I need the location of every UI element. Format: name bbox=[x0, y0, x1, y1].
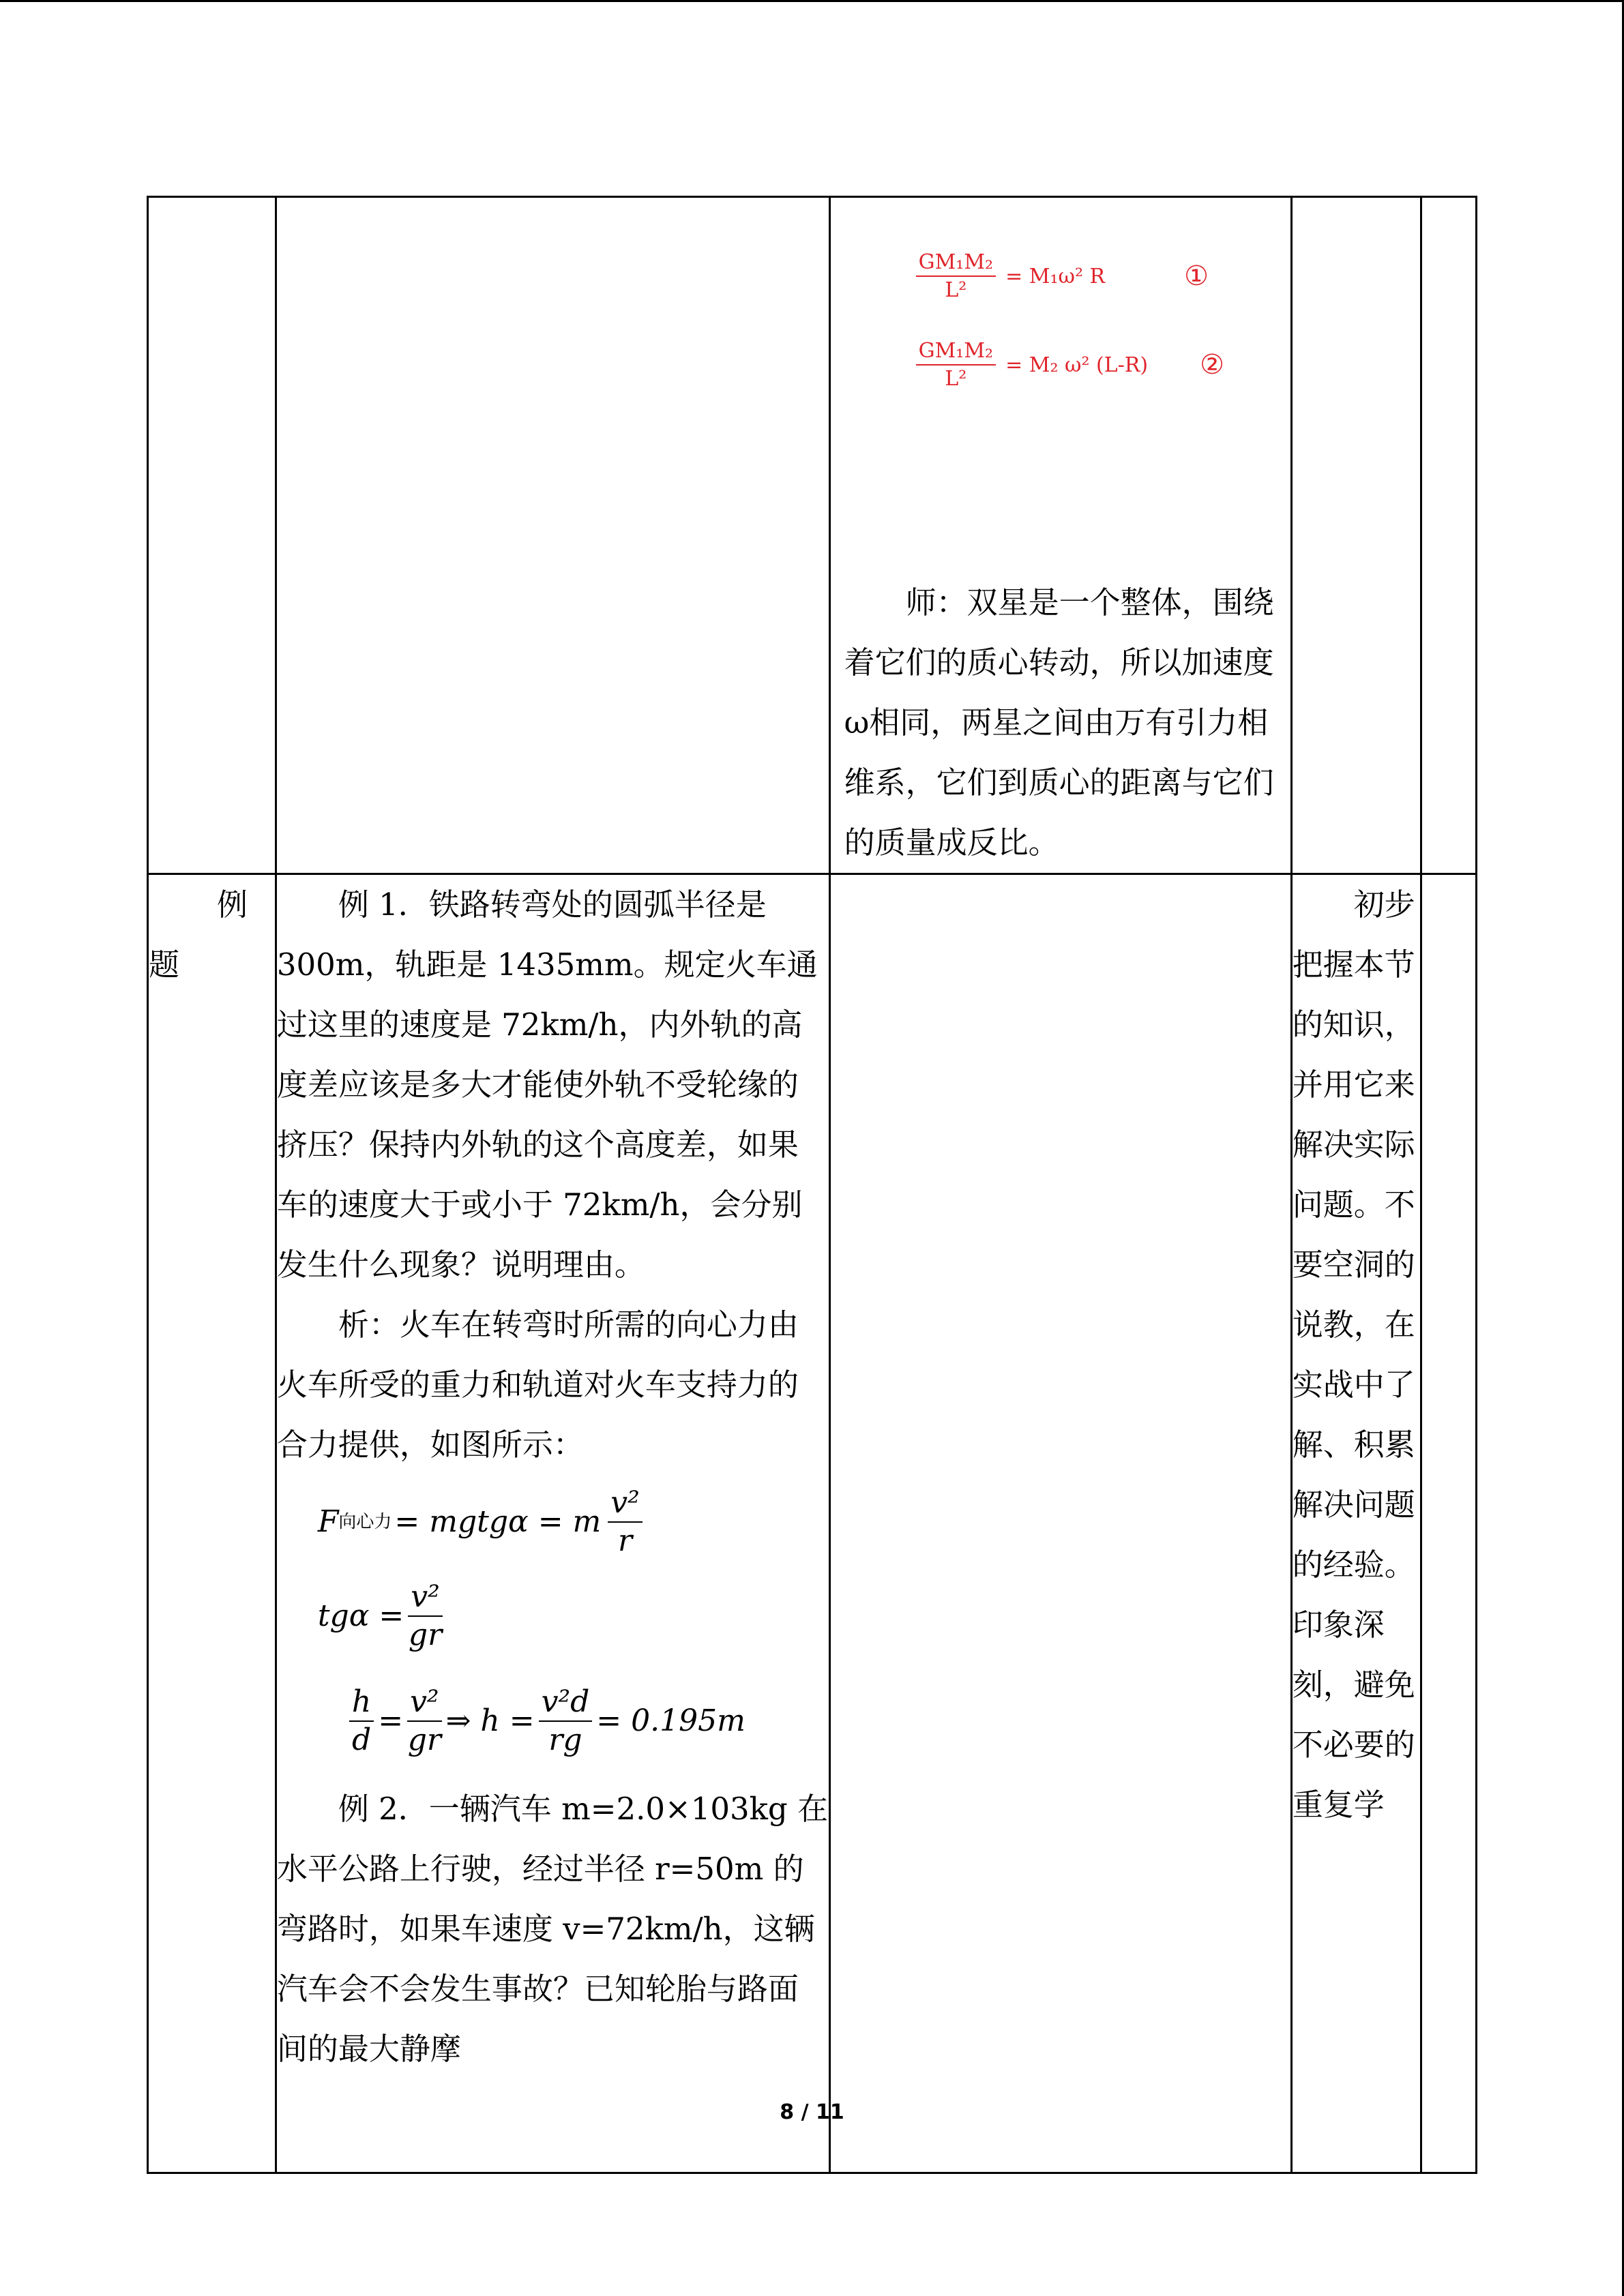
formula-1: $\frac{\text{GM₁M₂}}{\text{L²}}$ = M₁ω² R ① bbox=[916, 232, 1290, 320]
teacher-explanation: 师：双星是一个整体，围绕着它们的质心转动，所以加速度ω相同，两星之间由万有引力相维系，它们到质心的距离与它们的质量成反比。 bbox=[844, 584, 1274, 861]
empty-cell bbox=[1291, 197, 1421, 874]
example-2-text: 例 2．一辆汽车 m=2.0×103kg 在水平公路上行驶，经过半径 r=50m 的弯路时，如果车速度 v=72km/h，这辆汽车会不会发生事故？已知轮胎与路面间的最大静摩 bbox=[276, 1791, 829, 2067]
analysis-text: 析：火车在转弯时所需的向心力由火车所受的重力和轨道对火车支持力的合力提供，如图所示： bbox=[276, 1307, 799, 1463]
examples-cell bbox=[276, 874, 829, 2173]
page-top-border bbox=[0, 0, 1624, 2]
design-intent-cell bbox=[1291, 874, 1421, 2173]
solution-equations bbox=[277, 1475, 829, 1779]
design-intent-text: 初步把握本节的知识，并用它来解决实际问题。不要空洞的说教，在实战中了解、积累解决问题的经验。印象深刻，避免不必要的重复学 bbox=[1292, 886, 1415, 1823]
formula-2: $\frac{\text{GM₁M₂}}{\text{L²}}$ = M₂ ω² (L-R) ② bbox=[916, 320, 1290, 409]
equation-3: $\frac{h}{d}$ = $\frac{\text{v²}}{gr}$ ⇒ h = $\frac{\text{v²d}}{rg}$ = 0.195m bbox=[318, 1663, 829, 1779]
section-label: 例题 bbox=[149, 886, 248, 983]
binary-star-formulas bbox=[831, 198, 1290, 573]
equation-2: tgα = $\frac{\text{v²}}{gr}$ bbox=[317, 1579, 443, 1652]
equation-1: F 向心力 = mgtgα = m $\frac{\text{v²}}{r}$ bbox=[318, 1475, 829, 1569]
binary-star-cell bbox=[829, 197, 1291, 874]
empty-cell bbox=[148, 197, 276, 874]
empty-cell bbox=[276, 197, 829, 874]
example-1-text: 例 1．铁路转弯处的圆弧半径是 300m，轨距是 1435mm。规定火车通过这里的速度是 72km/h，内外轨的高度差应该是多大才能使外轨不受轮缘的挤压？保持内外轨的这个高度差，如果车的速度大于或小于 72km/h，会分别发生什么现象？说明理由。 bbox=[276, 886, 818, 1283]
table-row bbox=[148, 197, 1477, 874]
table-row bbox=[148, 874, 1477, 2173]
lesson-plan-table bbox=[147, 196, 1477, 2174]
empty-cell bbox=[1421, 197, 1476, 874]
page-number: 8 / 11 bbox=[780, 2100, 844, 2124]
empty-cell bbox=[1421, 874, 1476, 2173]
section-label-cell bbox=[148, 874, 276, 2173]
empty-cell bbox=[829, 874, 1291, 2173]
